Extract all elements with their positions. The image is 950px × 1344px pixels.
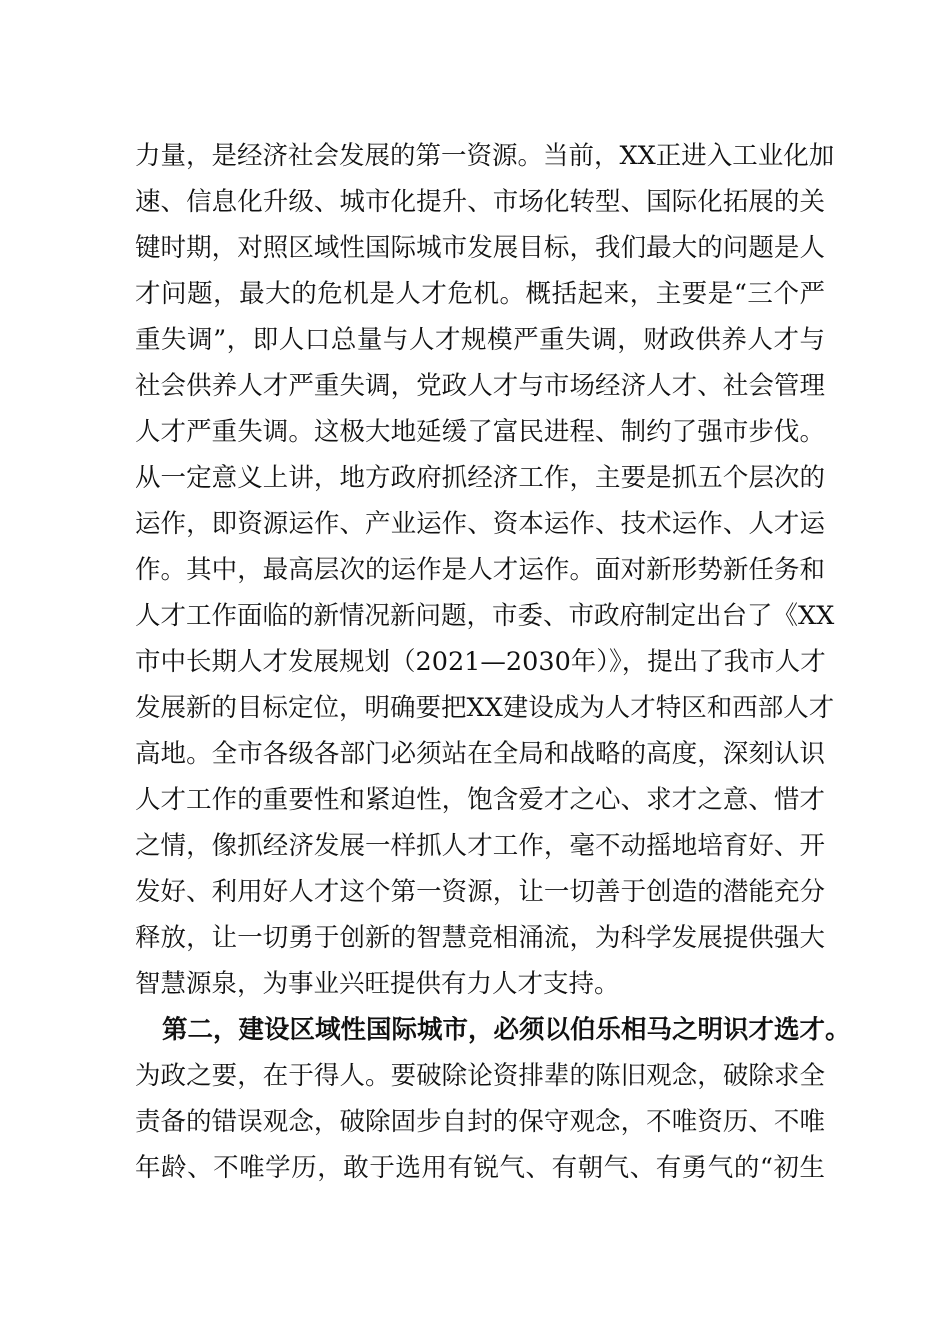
line-text: 为政之要，在于得人。要破除论资排辈的陈旧观念，破除求全 — [135, 1061, 825, 1091]
line-text: 之情，像抓经济发展一样抓人才工作，毫不动摇地培育好、开 — [135, 831, 825, 861]
text-line — [0, 964, 950, 1004]
text-line — [0, 412, 950, 452]
text-line — [0, 642, 950, 682]
text-line — [0, 550, 950, 590]
text-line — [0, 504, 950, 544]
text-line — [0, 274, 950, 314]
line-text: 释放，让一切勇于创新的智慧竞相涌流，为科学发展提供强大 — [135, 923, 825, 953]
text-line — [0, 872, 950, 912]
line-text: 年龄、不唯学历，敢于选用有锐气、有朝气、有勇气的“初生 — [135, 1153, 825, 1183]
line-text: 责备的错误观念，破除固步自封的保守观念，不唯资历、不唯 — [135, 1107, 825, 1137]
line-text: 作。其中，最高层次的运作是人才运作。面对新形势新任务和 — [135, 555, 825, 585]
text-line — [0, 136, 950, 176]
line-text: 发好、利用好人才这个第一资源，让一切善于创造的潜能充分 — [135, 877, 825, 907]
text-line — [0, 780, 950, 820]
text-line — [0, 918, 950, 958]
text-line — [0, 1102, 950, 1142]
text-line — [0, 182, 950, 222]
line-text: 重失调”，即人口总量与人才规模严重失调，财政供养人才与 — [135, 325, 825, 355]
line-text: 才问题，最大的危机是人才危机。概括起来，主要是“三个严 — [135, 279, 825, 309]
line-text: 人才工作的重要性和紧迫性，饱含爱才之心、求才之意、惜才 — [135, 785, 825, 815]
line-text: 第二，建设区域性国际城市，必须以伯乐相马之明识才选才。 — [162, 1015, 851, 1045]
line-text: 人才严重失调。这极大地延缓了富民进程、制约了强市步伐。 — [135, 417, 825, 447]
text-line — [0, 228, 950, 268]
text-line — [0, 458, 950, 498]
line-text: 高地。全市各级各部门必须站在全局和战略的高度，深刻认识 — [135, 739, 825, 769]
text-line — [0, 1148, 950, 1188]
line-text: 人才工作面临的新情况新问题，市委、市政府制定出台了《XX — [135, 601, 835, 631]
line-text: 社会供养人才严重失调，党政人才与市场经济人才、社会管理 — [135, 371, 825, 401]
text-line — [0, 688, 950, 728]
line-text: 市中长期人才发展规划（2021—2030年）》，提出了我市人才 — [135, 647, 826, 677]
text-line — [0, 734, 950, 774]
line-text: 发展新的目标定位，明确要把XX建设成为人才特区和西部人才 — [135, 693, 835, 723]
text-line — [0, 1010, 950, 1050]
text-line — [0, 826, 950, 866]
line-text: 运作，即资源运作、产业运作、资本运作、技术运作、人才运 — [135, 509, 825, 539]
text-line — [0, 1056, 950, 1096]
text-line — [0, 366, 950, 406]
line-text: 速、信息化升级、城市化提升、市场化转型、国际化拓展的关 — [135, 187, 825, 217]
line-text: 从一定意义上讲，地方政府抓经济工作，主要是抓五个层次的 — [135, 463, 825, 493]
text-line — [0, 596, 950, 636]
line-text: 智慧源泉，为事业兴旺提供有力人才支持。 — [135, 969, 620, 999]
text-line — [0, 320, 950, 360]
line-text: 力量，是经济社会发展的第一资源。当前，XX正进入工业化加 — [135, 141, 835, 171]
line-text: 键时期，对照区域性国际城市发展目标，我们最大的问题是人 — [135, 233, 825, 263]
